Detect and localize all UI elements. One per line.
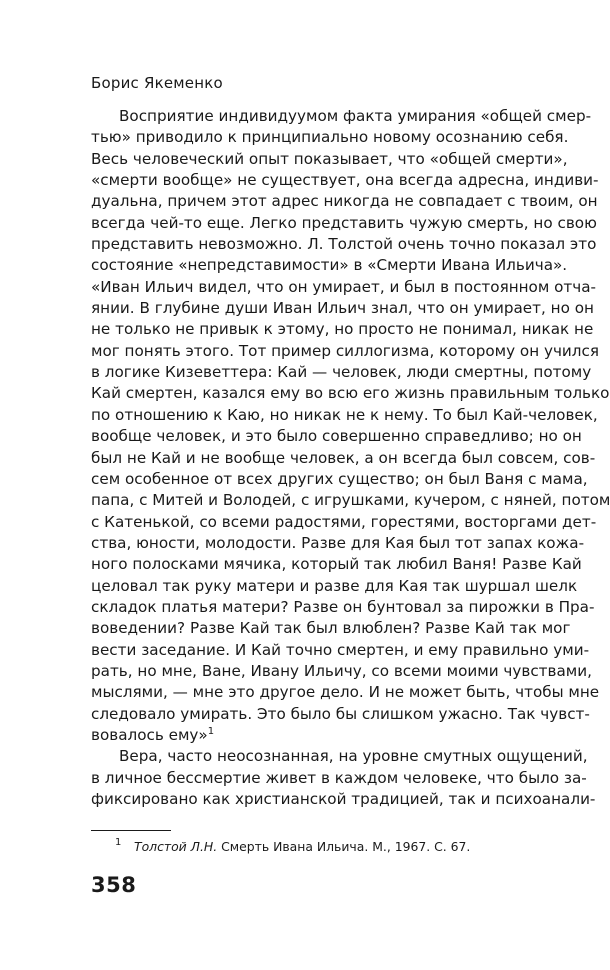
text-line: в логике Кизеветтера: Кай — человек, люди смертны, потому <box>91 363 592 382</box>
footnote-author: Толстой Л.Н. <box>134 839 218 854</box>
running-head: Борис Якеменко <box>91 74 223 92</box>
text-line: тью» приводило к принципиально новому осознанию себя. <box>91 128 569 147</box>
text-line: мыслями, — мне это другое дело. И не может быть, чтобы мне <box>91 683 600 702</box>
quote-end-text: вовалось ему» <box>91 725 208 744</box>
main-text <box>91 106 610 810</box>
text-line: по отношению к Каю, но никак не к нему. То был Кай-человек, <box>91 405 598 424</box>
text-line-quote-end <box>91 725 534 746</box>
footnote <box>115 839 470 854</box>
text-line: был не Кай и не вообще человек, а он всегда был совсем, сов- <box>91 448 596 467</box>
text-line: ного полосками мячика, который так любил Ваня! Разве Кай <box>91 555 582 574</box>
text-line: «Иван Ильич видел, что он умирает, и был в постоянном отча- <box>91 277 597 296</box>
text-line: мог понять этого. Тот пример силлогизма, которому он учился <box>91 341 599 360</box>
footnote-number: 1 <box>115 837 122 848</box>
text-line: Вера, часто неосознанная, на уровне смутных ощущений, <box>119 747 588 766</box>
text-line: целовал так руку матери и разве для Кая так шуршал шелк <box>91 576 578 595</box>
page-number: 358 <box>91 873 137 897</box>
text-line: фиксировано как христианской традицией, так и психоанали- <box>91 790 596 808</box>
text-line: папа, с Митей и Володей, с игрушками, кучером, с няней, потом <box>91 491 610 510</box>
text-line: вообще человек, и это было совершенно справедливо; но он <box>91 427 582 446</box>
text-line: «смерти вообще» не существует, она всегда адресна, индиви- <box>91 171 599 190</box>
text-line: состояние «непредставимости» в «Смерти Ивана Ильича». <box>91 256 568 275</box>
footnote-divider <box>91 830 171 831</box>
text-line: складок платья матери? Разве он бунтовал за пирожки в Пра- <box>91 597 595 616</box>
text-line: представить невозможно. Л. Толстой очень точно показал это <box>91 235 597 254</box>
text-line: в личное бессмертие живет в каждом человеке, что было за- <box>91 768 587 787</box>
text-line: следовало умирать. Это было бы слишком ужасно. Так чувст- <box>91 704 590 723</box>
text-line: дуальна, причем этот адрес никогда не совпадает с твоим, он <box>91 192 598 211</box>
text-line: Кай смертен, казался ему во всю его жизнь правильным только <box>91 384 610 403</box>
text-line: сем особенное от всех других существо; он был Ваня с мама, <box>91 469 588 488</box>
text-line: не только не привык к этому, но просто не понимал, никак не <box>91 320 594 339</box>
text-line: с Катенькой, со всеми радостями, горестями, восторгами дет- <box>91 512 597 531</box>
text-line: рать, но мне, Ване, Ивану Ильичу, со всеми моими чувствами, <box>91 661 592 680</box>
text-line: ства, юности, молодости. Разве для Кая был тот запах кожа- <box>91 533 585 552</box>
text-line: всегда чей-то еще. Легко представить чужую смерть, но свою <box>91 213 597 232</box>
footnote-reference[interactable]: 1 <box>207 725 215 737</box>
text-line: янии. В глубине души Иван Ильич знал, что он умирает, но он <box>91 299 594 318</box>
text-line: Весь человеческий опыт показывает, что «общей смерти», <box>91 149 568 168</box>
footnote-text: Смерть Ивана Ильича. М., 1967. С. 67. <box>217 839 471 854</box>
text-line: Восприятие индивидуумом факта умирания «общей смер- <box>119 107 592 125</box>
text-line: вести заседание. И Кай точно смертен, и ему правильно уми- <box>91 640 590 659</box>
footnote-content <box>115 839 470 854</box>
text-line: воведении? Разве Кай так был влюблен? Разве Кай так мог <box>91 619 571 638</box>
